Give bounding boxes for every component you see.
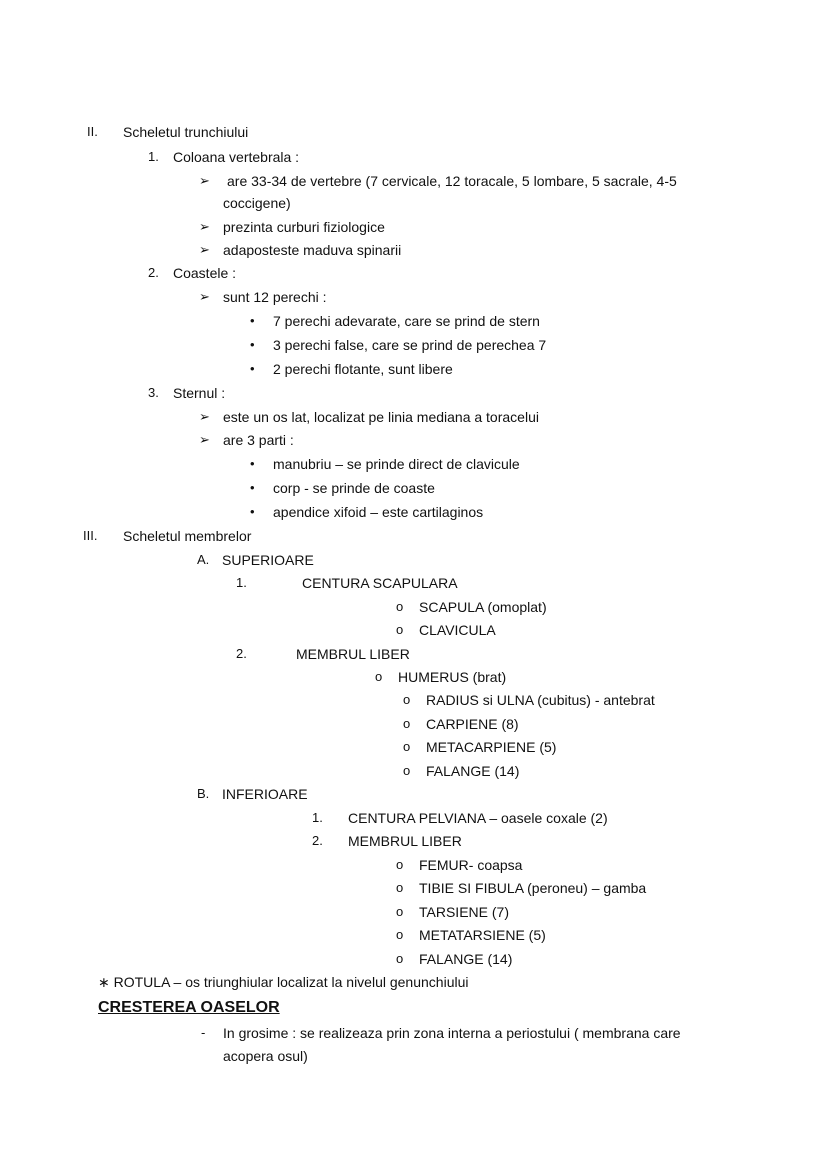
list-letter: A.: [197, 552, 210, 567]
list-item: CARPIENE (8): [426, 716, 519, 732]
section-title: Scheletul membrelor: [123, 528, 252, 544]
bullet-icon: •: [250, 456, 255, 471]
arrow-bullet-icon: ➢: [199, 219, 210, 234]
list-heading: INFERIOARE: [222, 786, 308, 802]
section-heading: CRESTEREA OASELOR: [98, 999, 280, 1016]
list-number: 3.: [148, 385, 159, 400]
arrow-bullet-icon: ➢: [199, 173, 210, 188]
list-number: 2.: [148, 265, 159, 280]
list-item: 3 perechi false, care se prind de perechea 7: [273, 337, 547, 353]
list-item-continuation: coccigene): [223, 195, 291, 211]
section-title: Scheletul trunchiului: [123, 124, 249, 140]
list-item: adaposteste maduva spinarii: [223, 242, 402, 258]
list-letter: B.: [197, 786, 210, 801]
circle-bullet-icon: o: [396, 622, 404, 637]
bullet-icon: •: [250, 480, 255, 495]
circle-bullet-icon: o: [375, 669, 383, 684]
circle-bullet-icon: o: [403, 739, 411, 754]
list-item-continuation: acopera osul): [223, 1048, 308, 1064]
circle-bullet-icon: o: [396, 904, 404, 919]
list-item: In grosime : se realizeaza prin zona interna a periostului ( membrana care: [223, 1025, 681, 1041]
circle-bullet-icon: o: [403, 763, 411, 778]
list-item: are 3 parti :: [223, 432, 294, 448]
arrow-bullet-icon: ➢: [199, 289, 210, 304]
circle-bullet-icon: o: [403, 716, 411, 731]
bullet-icon: •: [250, 313, 255, 328]
list-item: TIBIE SI FIBULA (peroneu) – gamba: [419, 880, 647, 896]
list-heading: CENTURA SCAPULARA: [302, 575, 458, 591]
list-heading: Coloana vertebrala :: [173, 149, 300, 165]
list-heading: MEMBRUL LIBER: [296, 646, 410, 662]
arrow-bullet-icon: ➢: [199, 242, 210, 257]
list-number: 1.: [236, 575, 247, 590]
list-item: este un os lat, localizat pe linia mediana a toracelui: [223, 409, 539, 425]
list-item: 2 perechi flotante, sunt libere: [273, 361, 453, 377]
circle-bullet-icon: o: [396, 880, 404, 895]
arrow-bullet-icon: ➢: [199, 409, 210, 424]
bullet-icon: •: [250, 504, 255, 519]
list-item: apendice xifoid – este cartilaginos: [273, 504, 484, 520]
circle-bullet-icon: o: [396, 951, 404, 966]
list-item: METACARPIENE (5): [426, 739, 557, 755]
list-item: are 33-34 de vertebre (7 cervicale, 12 toracale, 5 lombare, 5 sacrale, 4-5: [227, 173, 677, 189]
list-item: CLAVICULA: [419, 622, 496, 638]
list-heading: CENTURA PELVIANA – oasele coxale (2): [348, 810, 608, 826]
list-number: 1.: [312, 810, 323, 825]
list-item: 7 perechi adevarate, care se prind de stern: [273, 313, 540, 329]
list-heading: Coastele :: [173, 265, 237, 281]
list-number: 1.: [148, 149, 159, 164]
circle-bullet-icon: o: [403, 692, 411, 707]
arrow-bullet-icon: ➢: [199, 432, 210, 447]
list-item: FALANGE (14): [419, 951, 513, 967]
circle-bullet-icon: o: [396, 927, 404, 942]
list-item: corp - se prinde de coaste: [273, 480, 435, 496]
bullet-icon: •: [250, 337, 255, 352]
list-item: METATARSIENE (5): [419, 927, 546, 943]
dash-bullet: -: [201, 1025, 206, 1040]
list-item: RADIUS si ULNA (cubitus) - antebrat: [426, 692, 655, 708]
list-heading: SUPERIOARE: [222, 552, 314, 568]
list-item: prezinta curburi fiziologice: [223, 219, 385, 235]
section-marker: III.: [83, 528, 98, 543]
section-marker: II.: [87, 124, 98, 139]
list-item: sunt 12 perechi :: [223, 289, 327, 305]
note: ∗ ROTULA – os triunghiular localizat la nivelul genunchiului: [98, 974, 469, 990]
list-number: 2.: [236, 646, 247, 661]
list-item: SCAPULA (omoplat): [419, 599, 547, 615]
list-item: HUMERUS (brat): [398, 669, 507, 685]
list-heading: MEMBRUL LIBER: [348, 833, 462, 849]
list-item: FEMUR- coapsa: [419, 857, 523, 873]
list-item: FALANGE (14): [426, 763, 520, 779]
list-number: 2.: [312, 833, 323, 848]
list-item: manubriu – se prinde direct de clavicule: [273, 456, 520, 472]
list-item: TARSIENE (7): [419, 904, 509, 920]
circle-bullet-icon: o: [396, 599, 404, 614]
bullet-icon: •: [250, 361, 255, 376]
list-heading: Sternul :: [173, 385, 226, 401]
circle-bullet-icon: o: [396, 857, 404, 872]
